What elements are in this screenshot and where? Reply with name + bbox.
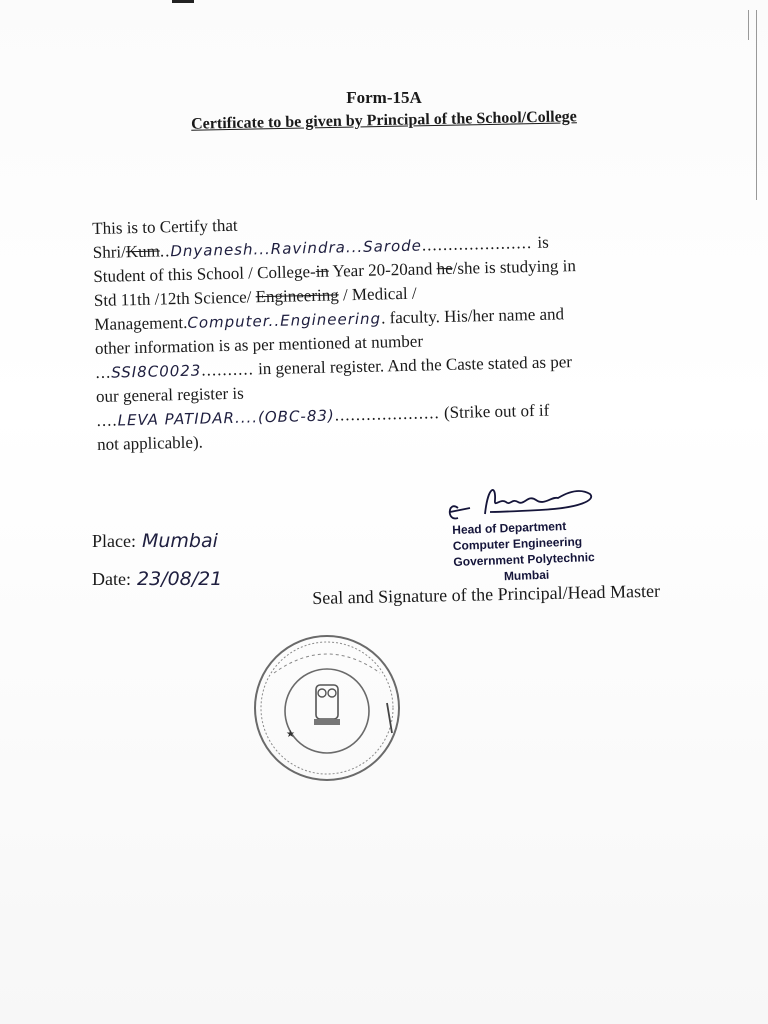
body-line: Management.Computer..Engineering. faculty. His/her name and	[94, 304, 565, 334]
date-value: 23/08/21	[136, 568, 223, 590]
stamp-line: Head of Department	[452, 519, 567, 537]
register-number: SSI8C0023	[111, 361, 202, 382]
stamp-line: Government Polytechnic	[453, 550, 595, 569]
round-seal	[252, 633, 402, 783]
stamp-line: Computer Engineering	[452, 534, 583, 553]
date-label: Date:	[92, 569, 131, 589]
body-line: ....LEVA PATIDAR....(OBC-83).................... (Strike out of if	[96, 400, 550, 430]
hod-stamp	[452, 517, 596, 586]
place-field	[92, 530, 218, 552]
date-field	[92, 568, 222, 590]
form-title: Certificate to be given by Principal of the School/College	[191, 108, 577, 133]
body-line: other information is as per mentioned at number	[94, 331, 424, 358]
body-line: ...SSI8C0023.......... in general register. And the Caste stated as per	[95, 352, 573, 382]
place-value: Mumbai	[141, 530, 218, 552]
svg-text:★: ★	[286, 729, 295, 740]
body-line: Std 11th /12th Science/ Engineering / Medical /	[93, 283, 417, 310]
edge-mark	[748, 10, 749, 40]
faculty-name: Computer..Engineering	[187, 309, 382, 332]
student-name: Dnyanesh...Ravindra...Sarode	[170, 236, 423, 261]
stamp-line: Mumbai	[503, 567, 550, 584]
body-line: This is to Certify that	[92, 215, 238, 238]
body-line: our general register is	[95, 383, 244, 406]
header-rule	[172, 0, 194, 3]
body-line: not applicable).	[96, 432, 204, 454]
caste-value: LEVA PATIDAR....(OBC-83)	[117, 406, 335, 430]
form-number: Form-15A	[346, 88, 422, 107]
body-line: Student of this School / College-in Year 20-20and he/she is studying in	[93, 256, 577, 286]
body-line: Shri/Kum..Dnyanesh...Ravindra...Sarode..................... is	[92, 232, 549, 262]
place-label: Place:	[92, 531, 136, 551]
signature-caption: Seal and Signature of the Principal/Head Master	[312, 580, 661, 608]
certificate-body	[92, 204, 712, 458]
